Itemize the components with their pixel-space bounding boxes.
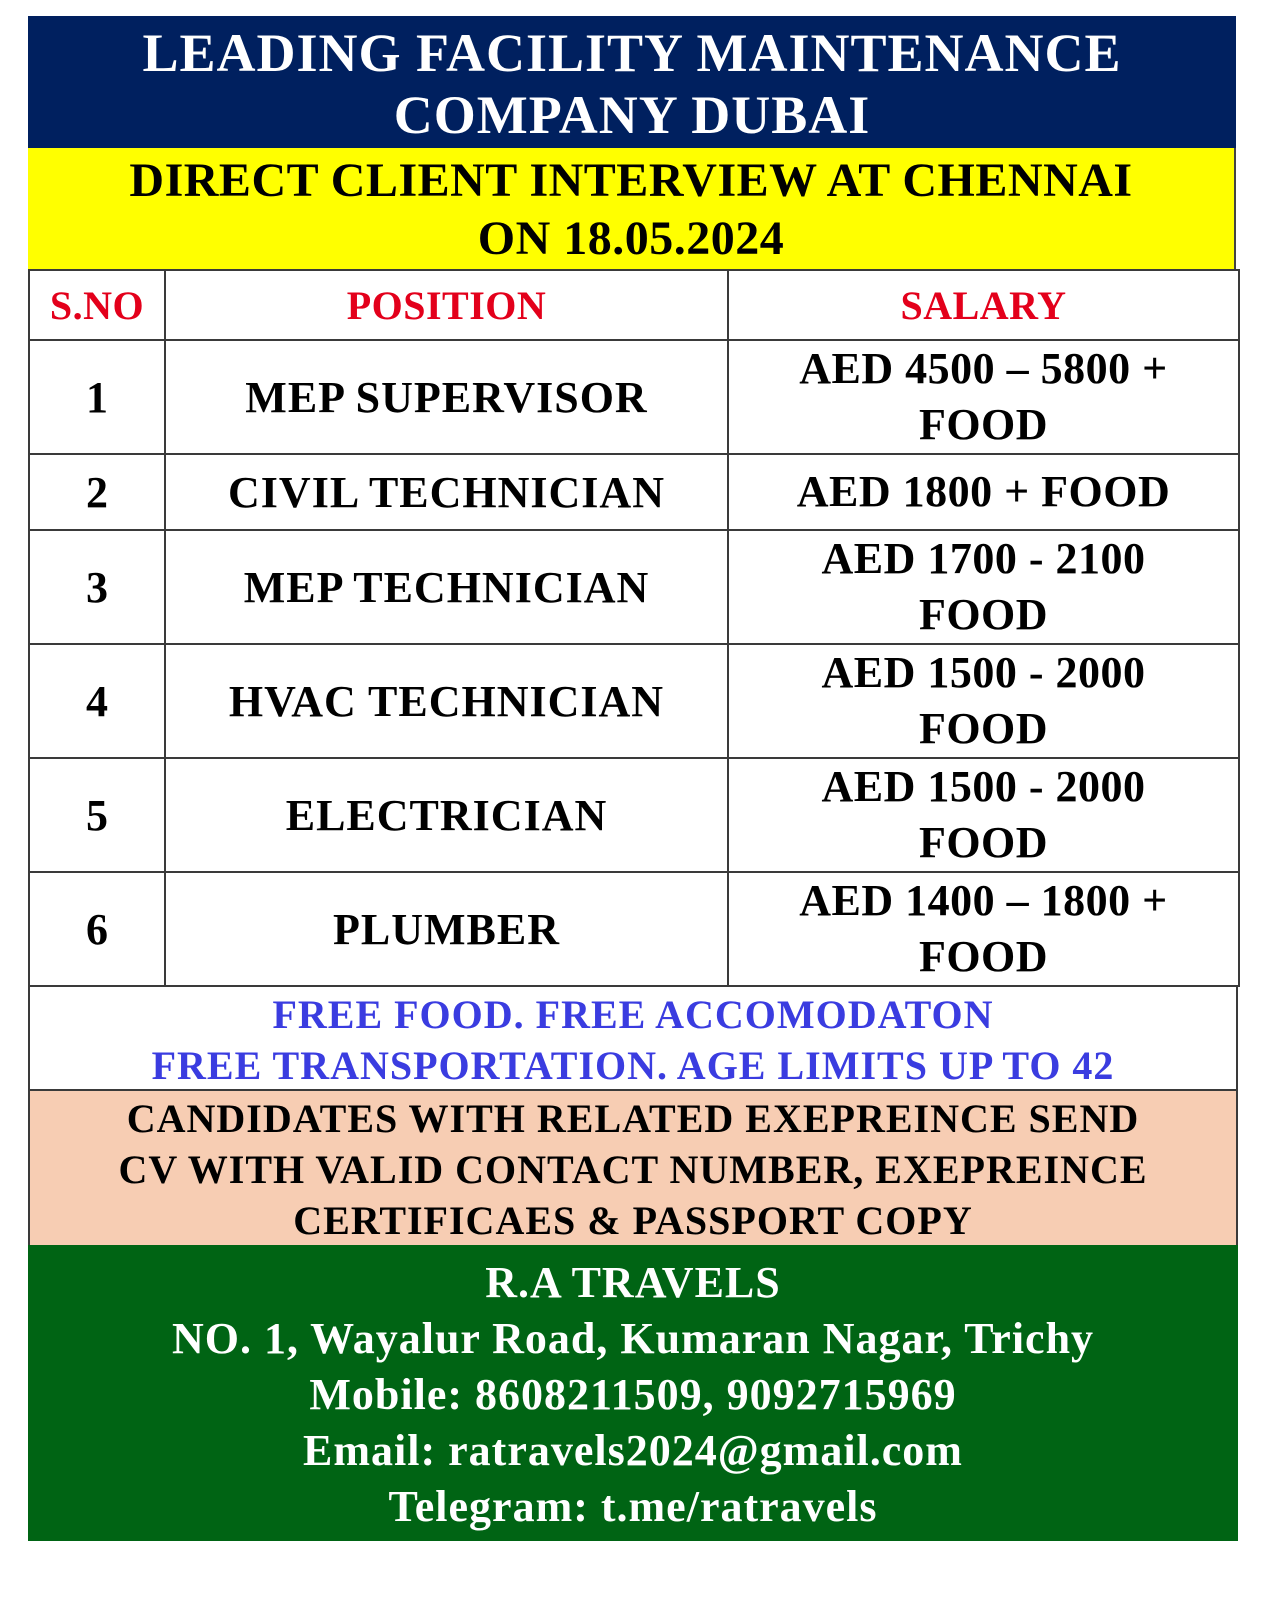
requirements-line-2: CV WITH VALID CONTACT NUMBER, EXEPREINCE [118,1147,1148,1192]
row-position: ELECTRICIAN [165,758,728,872]
salary-line-2: FOOD [918,400,1049,449]
row-position: HVAC TECHNICIAN [165,644,728,758]
row-salary [728,454,1239,530]
table-row [29,872,1239,986]
salary-line-2: FOOD [918,590,1049,639]
requirements-line-3: CERTIFICAES & PASSPORT COPY [293,1198,973,1243]
positions-table [28,269,1240,987]
row-sno: 5 [29,758,165,872]
row-position: MEP SUPERVISOR [165,340,728,454]
salary-line-1: AED 1500 - 2000 [821,648,1146,697]
salary-line-1: AED 1400 – 1800 + [799,876,1168,925]
contact-band [28,1245,1238,1541]
table-row [29,644,1239,758]
title-line-2: COMPANY DUBAI [393,85,871,145]
requirements-line-1: CANDIDATES WITH RELATED EXEPREINCE SEND [126,1096,1140,1141]
row-position: PLUMBER [165,872,728,986]
row-sno: 4 [29,644,165,758]
salary-line-2: FOOD [918,704,1049,753]
table-row [29,454,1239,530]
row-position: CIVIL TECHNICIAN [165,454,728,530]
row-sno: 2 [29,454,165,530]
salary-line-1: AED 1500 - 2000 [821,762,1146,811]
title-line-1: LEADING FACILITY MAINTENANCE [142,23,1122,83]
table-row [29,530,1239,644]
table-row [29,340,1239,454]
title-band [28,16,1236,148]
row-salary [728,872,1239,986]
salary-line-2: FOOD [918,818,1049,867]
row-sno: 3 [29,530,165,644]
row-sno: 6 [29,872,165,986]
agency-name: R.A TRAVELS [485,1258,781,1307]
row-salary [728,530,1239,644]
agency-email[interactable]: Email: ratravels2024@gmail.com [303,1426,963,1475]
column-header-sno: S.NO [29,270,165,340]
benefits-band [28,987,1238,1091]
agency-telegram[interactable]: Telegram: t.me/ratravels [388,1482,878,1531]
salary-line-1: AED 1700 - 2100 [821,534,1146,583]
salary-line-2: FOOD [918,932,1049,981]
column-header-position: POSITION [165,270,728,340]
agency-mobile: Mobile: 8608211509, 9092715969 [309,1370,957,1419]
benefits-line-1: FREE FOOD. FREE ACCOMODATON [272,992,994,1037]
salary-line-1: AED 1800 + FOOD [796,467,1171,516]
row-salary [728,758,1239,872]
row-sno: 1 [29,340,165,454]
table-row [29,758,1239,872]
interview-line-1: DIRECT CLIENT INTERVIEW AT CHENNAI [129,154,1133,207]
row-salary [728,340,1239,454]
salary-line-1: AED 4500 – 5800 + [799,344,1168,393]
table-header-row [29,270,1239,340]
row-position: MEP TECHNICIAN [165,530,728,644]
benefits-line-2: FREE TRANSPORTATION. AGE LIMITS UP TO 42 [151,1043,1115,1088]
interview-date: ON 18.05.2024 [477,212,785,265]
row-salary [728,644,1239,758]
requirements-band [28,1091,1238,1245]
agency-address: NO. 1, Wayalur Road, Kumaran Nagar, Trichy [171,1314,1095,1363]
job-flyer [28,16,1236,1541]
column-header-salary: SALARY [728,270,1239,340]
interview-band [28,148,1236,269]
